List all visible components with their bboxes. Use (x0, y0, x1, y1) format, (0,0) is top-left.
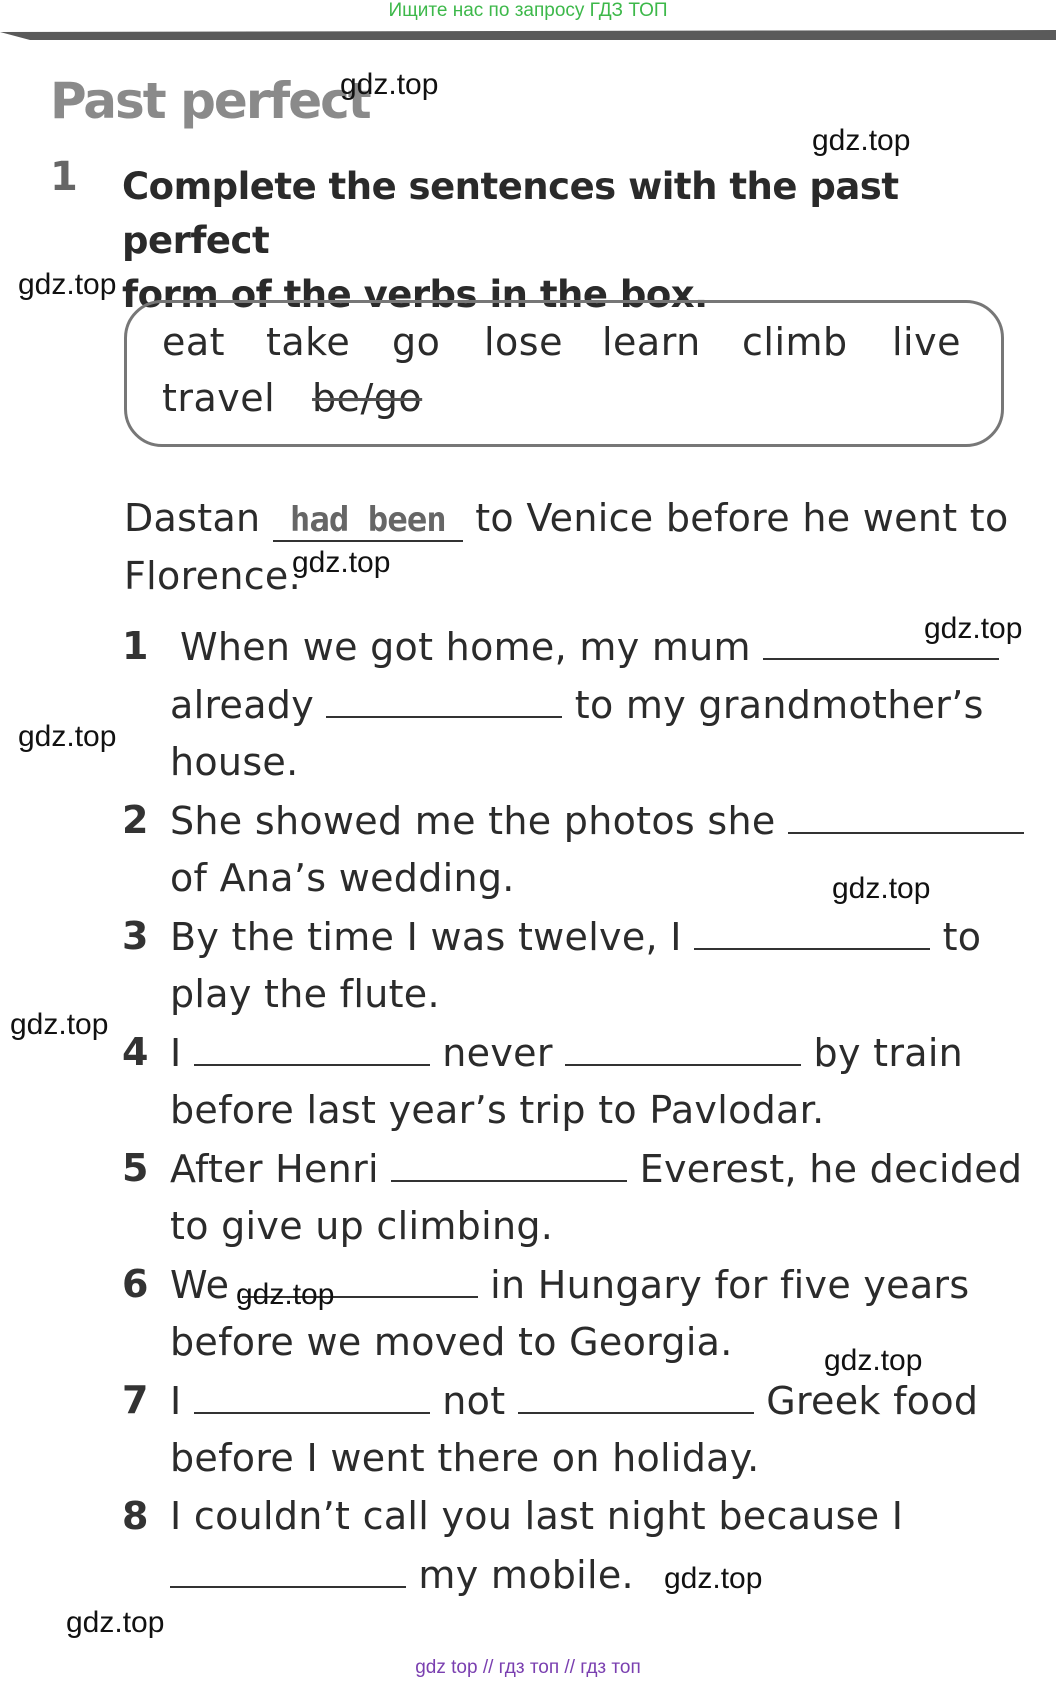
sentence-4-line-2: before last year’s trip to Pavlodar. (170, 1088, 825, 1132)
watermark: gdz.top (340, 68, 439, 101)
watermark: gdz.top (292, 546, 391, 579)
sentence-7-text-b: not (442, 1379, 506, 1423)
section-title: Past perfect (50, 72, 370, 130)
exercise-instruction (122, 160, 1002, 322)
top-divider-bar (0, 28, 1056, 42)
sentence-5-line-1 (170, 1146, 1022, 1191)
watermark: gdz.top (66, 1606, 165, 1639)
sentence-5-blank-1[interactable] (391, 1146, 627, 1182)
sentence-4-line-1 (170, 1030, 963, 1075)
sentence-8-blank-1[interactable] (170, 1552, 406, 1588)
sentence-4-text-c: by train (813, 1031, 964, 1075)
example-line-2: Florence. (124, 554, 301, 598)
sentence-7-number: 7 (122, 1378, 149, 1422)
sentence-4-text-b: never (442, 1031, 553, 1075)
watermark: gdz.top (664, 1562, 763, 1595)
sentence-2-blank-1[interactable] (788, 798, 1024, 834)
sentence-7-blank-2[interactable] (518, 1378, 754, 1414)
verb-go: go (392, 320, 441, 364)
sentence-3-text-b: to (942, 915, 982, 959)
verb-lose: lose (484, 320, 563, 364)
sentence-7-text-c: Greek food (766, 1379, 979, 1423)
verb-learn: learn (602, 320, 701, 364)
sentence-1-text-c: to my grandmother’s (574, 683, 984, 727)
sentence-8-number: 8 (122, 1494, 149, 1538)
sentence-5-number: 5 (122, 1146, 149, 1190)
watermark: gdz.top (18, 268, 117, 301)
top-note: Ищите нас по запросу ГДЗ ТОП (388, 0, 668, 21)
sentence-8-line-2 (170, 1552, 634, 1597)
exercise-number: 1 (50, 154, 78, 200)
sentence-8-text-b: my mobile. (418, 1553, 634, 1597)
sentence-2-number: 2 (122, 798, 149, 842)
sentence-5-text-b: Everest, he decided (639, 1147, 1023, 1191)
verb-live: live (892, 320, 961, 364)
sentence-6-text-a: We (170, 1263, 230, 1307)
watermark: gdz.top (18, 720, 117, 753)
example-line-1 (124, 496, 1009, 542)
verb-climb: climb (742, 320, 848, 364)
sentence-5-line-2: to give up climbing. (170, 1204, 554, 1248)
watermark: gdz.top (236, 1278, 335, 1311)
watermark: gdz.top (832, 872, 931, 905)
footer-note: gdz top // гдз топ // гдз топ (415, 1657, 641, 1678)
watermark: gdz.top (924, 612, 1023, 645)
sentence-2-text-a: She showed me the photos she (170, 799, 776, 843)
sentence-5-text-a: After Henri (170, 1147, 379, 1191)
sentence-6-line-2: before we moved to Georgia. (170, 1320, 733, 1364)
sentence-8-line-1: I couldn’t call you last night because I (170, 1494, 904, 1538)
example-rest: to Venice before he went to (475, 496, 1009, 540)
sentence-7-line-1 (170, 1378, 978, 1423)
watermark: gdz.top (10, 1008, 109, 1041)
sentence-1-line-3: house. (170, 740, 299, 784)
sentence-7-text-a: I (170, 1379, 182, 1423)
sentence-1-line-2 (170, 682, 984, 727)
sentence-2-line-2: of Ana’s wedding. (170, 856, 515, 900)
example-answer: had been (273, 500, 463, 542)
example-subject: Dastan (124, 496, 261, 540)
verb-take: take (266, 320, 351, 364)
sentence-7-line-2: before I went there on holiday. (170, 1436, 760, 1480)
sentence-4-blank-2[interactable] (565, 1030, 801, 1066)
sentence-3-blank-1[interactable] (694, 914, 930, 950)
sentence-4-number: 4 (122, 1030, 149, 1074)
sentence-2-line-1 (170, 798, 1024, 843)
verb-travel: travel (162, 376, 276, 420)
sentence-3-number: 3 (122, 914, 149, 958)
verb-box (124, 300, 1004, 447)
sentence-4-blank-1[interactable] (194, 1030, 430, 1066)
sentence-3-line-1 (170, 914, 981, 959)
sentence-6-number: 6 (122, 1262, 149, 1306)
sentence-1-text-a: When we got home, my mum (180, 625, 751, 669)
verb-eat: eat (162, 320, 226, 364)
sentence-7-blank-1[interactable] (194, 1378, 430, 1414)
sentence-1-blank-2[interactable] (326, 682, 562, 718)
instruction-line-1: Complete the sentences with the past perfect (122, 165, 899, 262)
verb-be-go-crossed: be/go (312, 376, 423, 420)
instruction-line-2: form of the verbs in the box. (122, 273, 708, 316)
watermark: gdz.top (812, 124, 911, 157)
sentence-1-line-1 (180, 624, 999, 669)
watermark: gdz.top (824, 1344, 923, 1377)
sentence-6-text-b: in Hungary for five years (490, 1263, 970, 1307)
sentence-1-text-b: already (170, 683, 315, 727)
sentence-3-line-2: play the flute. (170, 972, 440, 1016)
sentence-4-text-a: I (170, 1031, 182, 1075)
sentence-1-number: 1 (122, 624, 149, 668)
sentence-3-text-a: By the time I was twelve, I (170, 915, 682, 959)
